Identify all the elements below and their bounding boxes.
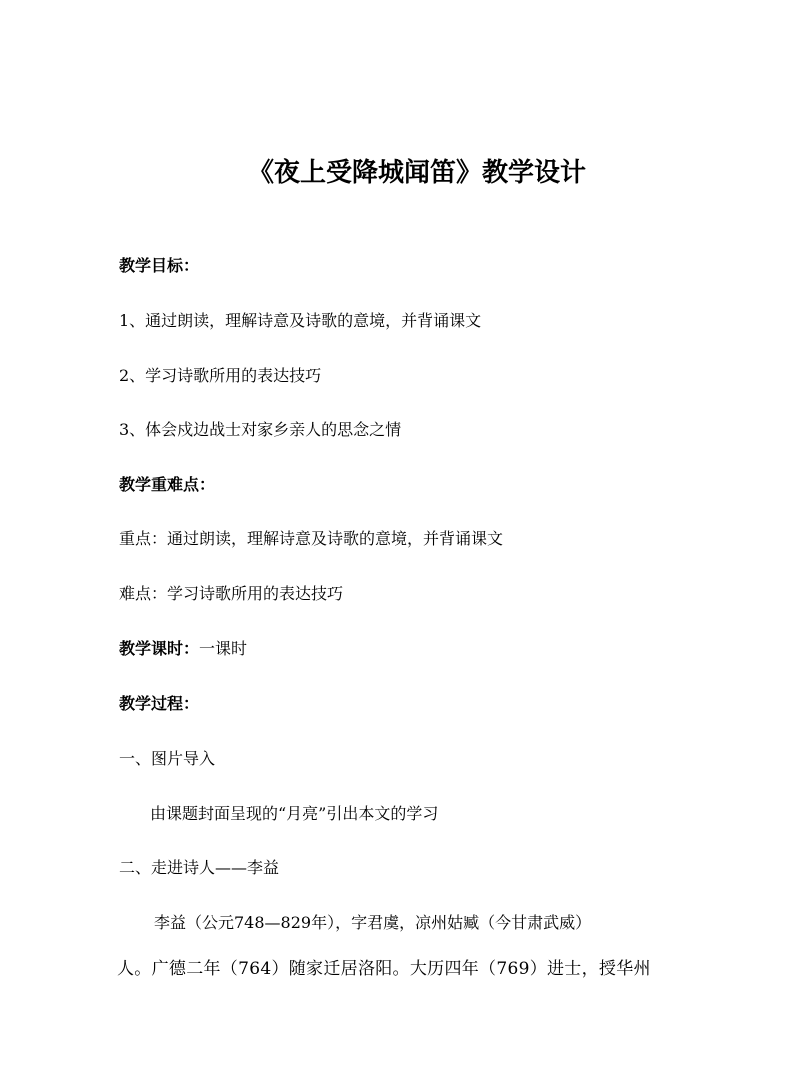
objective-item-3: 3、体会戍边战士对家乡亲人的思念之情: [119, 420, 402, 439]
step1-text: 由课题封面呈现的“月亮”引出本文的学习: [150, 804, 439, 823]
step2-title: 二、走进诗人——李益: [119, 858, 280, 877]
process-heading: 教学过程：: [119, 694, 200, 713]
hours-value: 一课时: [199, 639, 248, 658]
key-points-heading: 教学重难点：: [119, 475, 216, 494]
page-title: 《夜上受降城闻笛》教学设计: [247, 158, 586, 188]
step1-title: 一、图片导入: [119, 749, 216, 768]
hours-label: 教学课时：: [119, 639, 200, 658]
step2-para-line1: 李益（公元748—829年），字君虞，凉州姑臧（今甘肃武威）: [154, 913, 592, 932]
objectives-heading: 教学目标：: [119, 256, 200, 275]
objective-item-2: 2、学习诗歌所用的表达技巧: [119, 366, 322, 385]
key-point-focus: 重点：通过朗读，理解诗意及诗歌的意境，并背诵课文: [119, 529, 504, 548]
key-point-difficulty: 难点：学习诗歌所用的表达技巧: [119, 584, 344, 603]
hours-line: [119, 639, 247, 659]
objective-item-1: 1、通过朗读，理解诗意及诗歌的意境，并背诵课文: [119, 311, 482, 330]
step2-para-line2: 人。广德二年（764）随家迁居洛阳。大历四年（769）进士，授华州: [117, 959, 651, 979]
